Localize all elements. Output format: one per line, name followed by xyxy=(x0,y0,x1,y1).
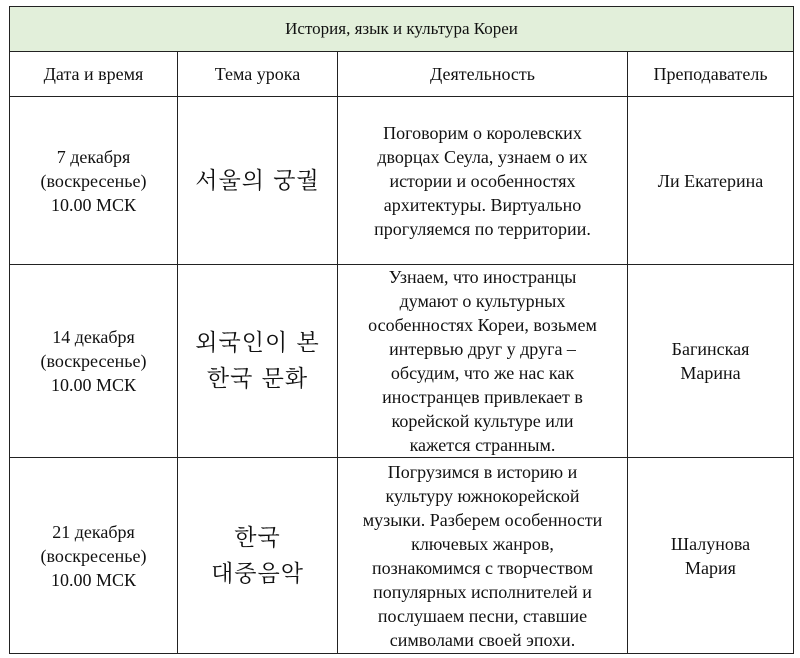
topic-line: 대중음악 xyxy=(211,560,304,587)
activity-line: Узнаем, что иностранцы xyxy=(388,267,577,287)
activity-line: популярных исполнителей и xyxy=(373,581,592,602)
activity-line: дворцах Сеула, узнаем о их xyxy=(377,146,588,167)
date-line: (воскресенье) xyxy=(40,170,147,191)
activity-line: музыки. Разберем особенности xyxy=(362,509,603,530)
activity-cell xyxy=(338,265,628,458)
topic-line: 서울의 궁궐 xyxy=(195,167,320,194)
header-teacher: Преподаватель xyxy=(628,52,794,97)
activity-cell xyxy=(338,97,628,265)
date-line: (воскресенье) xyxy=(40,545,147,566)
activity-line: культуру южнокорейской xyxy=(385,485,580,506)
topic-cell xyxy=(178,97,338,265)
activity-line: ключевых жанров, xyxy=(411,533,554,554)
topic-line: 한국 문화 xyxy=(206,366,309,392)
title-row xyxy=(10,7,794,52)
activity-line: послушаем песни, ставшие xyxy=(377,605,588,626)
teacher-line: Ли Екатерина xyxy=(657,170,764,191)
activity-line: кажется странным. xyxy=(409,435,556,455)
teacher-line: Шалунова xyxy=(670,533,751,554)
teacher-cell xyxy=(628,458,794,654)
activity-line: познакомимся с творчеством xyxy=(371,557,594,578)
activity-line: интервью друг у друга – xyxy=(389,339,576,359)
teacher-cell xyxy=(628,97,794,265)
activity-line: иностранцев привлекает в xyxy=(382,387,583,407)
date-line: 21 декабря xyxy=(52,521,135,542)
activity-line: думают о культурных xyxy=(399,291,566,311)
date-cell xyxy=(10,97,178,265)
teacher-cell xyxy=(628,265,794,458)
activity-line: обсудим, что же нас как xyxy=(390,363,575,383)
activity-line: истории и особенностях xyxy=(389,170,576,191)
header-date: Дата и время xyxy=(10,52,178,97)
date-line: 14 декабря xyxy=(52,327,135,347)
topic-cell xyxy=(178,265,338,458)
activity-line: прогуляемся по территории. xyxy=(374,218,591,239)
table-row xyxy=(10,458,794,654)
activity-line: корейской культуре или xyxy=(391,411,574,431)
header-topic: Тема урока xyxy=(178,52,338,97)
date-cell xyxy=(10,458,178,654)
topic-line: 외국인이 본 xyxy=(195,330,320,356)
date-line: 10.00 МСК xyxy=(50,375,137,395)
date-line: 10.00 МСК xyxy=(50,194,137,215)
activity-cell xyxy=(338,458,628,654)
date-line: 7 декабря xyxy=(56,146,131,167)
topic-cell xyxy=(178,458,338,654)
date-cell xyxy=(10,265,178,458)
header-row xyxy=(10,52,794,97)
date-line: 10.00 МСК xyxy=(50,569,137,590)
activity-line: особенностях Кореи, возьмем xyxy=(368,315,597,335)
table-row xyxy=(10,97,794,265)
activity-line: архитектуры. Виртуально xyxy=(383,194,582,215)
teacher-line: Марина xyxy=(680,363,741,383)
topic-line: 한국 xyxy=(234,524,281,551)
table-row xyxy=(10,265,794,458)
activity-line: Поговорим о королевских xyxy=(383,122,582,143)
schedule-table xyxy=(9,6,794,654)
table-title: История, язык и культура Кореи xyxy=(10,7,794,52)
teacher-line: Мария xyxy=(685,557,736,578)
teacher-line: Багинская xyxy=(671,339,750,359)
header-activity: Деятельность xyxy=(338,52,628,97)
activity-line: символами своей эпохи. xyxy=(389,629,576,650)
activity-line: Погрузимся в историю и xyxy=(387,461,578,482)
schedule-document xyxy=(9,6,793,654)
date-line: (воскресенье) xyxy=(40,351,147,371)
